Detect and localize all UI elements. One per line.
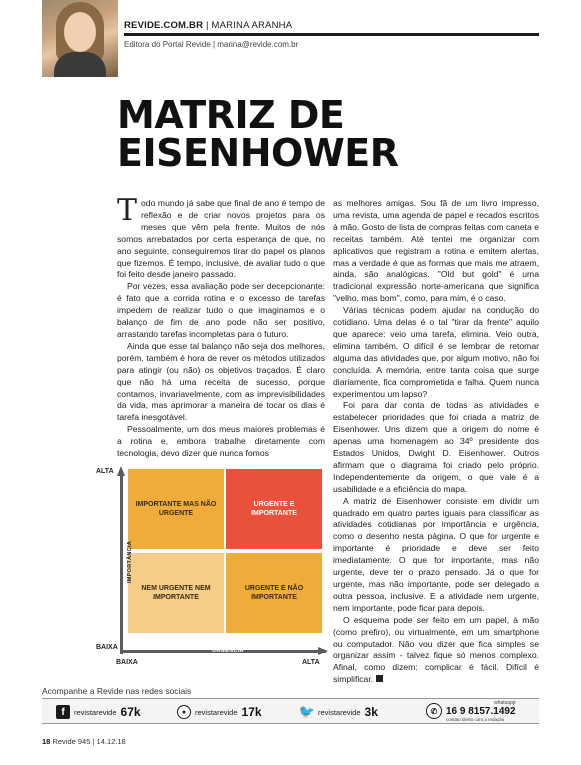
facebook-icon: f [56, 705, 70, 719]
issue-date: 14.12.18 [96, 737, 126, 746]
paragraph: Ainda que esse tal balanço não seja dos melhores, porém, também é hora de rever os métodos utilizados para atingir (ou não) os objetivos traçados. É claro que não há uma receita de sucesso, porque contamos, invariavelmente, com as imprevisibilidades da vida, mas aprimorar a maneira de tocar os dias é tarefa inesgotável. [117, 340, 325, 423]
y-axis-high-label: ALTA [96, 468, 114, 475]
twitter-handle: revistarevide [318, 707, 361, 717]
instagram-handle: revistarevide [195, 707, 238, 717]
arrow-right-icon [318, 647, 328, 655]
x-axis-low-label: BAIXA [116, 659, 138, 666]
social-caption: Acompanhe a Revide nas redes sociais [42, 686, 192, 696]
paragraph: Várias técnicas podem ajudar na condução do cotidiano. Uma delas é o tal "tirar da frente" aquilo que aparece: veio uma tarefa, elimina. Veio outra, elimina também. O difícil é se lembrar de retomar alguma das atividades que, por algum motivo, não foi concluída. A memória, entre tanta coisa que surge diariamente, fica comprometida e falha. Quem nunca experimentou um lapso? [333, 305, 539, 399]
paragraph [117, 193, 325, 281]
instagram-count: 17k [241, 705, 262, 719]
article-column-2 [333, 198, 539, 686]
x-axis-title: URGÊNCIA [212, 648, 244, 654]
whatsapp-link[interactable] [426, 700, 516, 722]
instagram-icon: ● [177, 705, 191, 719]
twitter-count: 3k [364, 705, 378, 719]
quadrant-important-not-urgent: IMPORTANTE MAS NÃO URGENTE [128, 469, 224, 549]
paragraph [333, 615, 539, 686]
header-byline [124, 20, 292, 31]
author-photo [42, 0, 118, 77]
paragraph: A matriz de Eisenhower consiste em dividir um quadrado em quatro partes iguais para classificar as atividades cotidianas por importância e urgência, como o desenho nesta página. O que for urgente e importante é prioridade e deve ser feito imediatamente. O que for importante, mas não urgente, deve ter o prazo pensado. Já o que for urgente, mas não importante, pode ser delegado a outra pessoa, inclusive. E a atividade nem urgente, nem importante, pode ficar para depois. [333, 495, 539, 613]
instagram-link[interactable] [177, 705, 262, 719]
brand-name: REVIDE.COM.BR [124, 20, 204, 31]
y-axis-title: IMPORTÂNCIA [127, 540, 134, 584]
whatsapp-note: contato direto com a redação [446, 717, 505, 722]
facebook-handle: revistarevide [74, 707, 117, 717]
social-bar [42, 698, 539, 724]
article-column-1 [117, 193, 325, 460]
eisenhower-matrix [92, 464, 326, 669]
paragraph: as melhores amigas. Sou fã de um livro impresso, uma revista, uma agenda de papel e recados escritos à mão. Gosto de lista de compras feitas com caneta e receitas também. Até tentei me organizar com aplicativos que registram a rotina e emitem alertas, mas a verdade é que as formas que mais me atraem, ainda, são analógicas. "Old but gold" é uma tradicional expressão norte-americana que significa "velho, mas bom", como, para mim, é o caso. [333, 198, 539, 304]
magazine-issue: Revide 945 [52, 737, 91, 746]
facebook-link[interactable] [56, 705, 141, 719]
paragraph-text: odo mundo já sabe que final de ano é tempo de reflexão e de criar novos projetos para os meses que vêm pela frente. Muitos de nós somos arrebatados por certa esperança de que, no ano seguinte, conseguiremos tirar do papel os planos que fizemos. É tempo, inclusive, de avaliar tudo o que foi feito desde janeiro passado. [117, 198, 325, 280]
y-axis-low-label: BAIXA [96, 644, 118, 651]
paragraph: Por vezes, essa avaliação pode ser decepcionante: é fato que a corrida rotina e o excesso de tarefas impedem de realizar tudo o que imaginamos e o balanço de fim de ano pode não ser positivo, arrastando tarefas incompletas para o futuro. [117, 281, 325, 339]
whatsapp-icon: ✆ [426, 703, 442, 719]
end-mark-icon [376, 675, 383, 682]
byline-separator: | [205, 20, 209, 31]
quadrant-urgent-important: URGENTE E IMPORTANTE [226, 469, 322, 549]
page-folio [42, 737, 126, 746]
author-subtitle: Editora do Portal Revide | marina@revide.com.br [124, 40, 299, 49]
whatsapp-number: 16 9 8157.1492 [446, 706, 516, 717]
drop-cap: T [117, 193, 138, 228]
quadrant-urgent-not-important: URGENTE E NÃO IMPORTANTE [226, 553, 322, 633]
author-name: MARINA ARANHA [211, 20, 293, 31]
quadrant-not-urgent-not-important: NEM URGENTE NEM IMPORTANTE [128, 553, 224, 633]
twitter-link[interactable] [300, 705, 378, 719]
arrow-up-icon [117, 466, 125, 476]
page-number: 18 [42, 737, 51, 746]
paragraph: Pessoalmente, um dos meus maiores problemas é a rotina e, embora trabalhe diretamente com tecnologia, devo dizer que nunca fomos [117, 424, 325, 459]
whatsapp-block [446, 700, 516, 722]
folio-separator: | [92, 737, 95, 746]
facebook-count: 67k [120, 705, 141, 719]
twitter-icon: 🐦 [298, 704, 316, 719]
paragraph-text: O esquema pode ser feito em um papel, à mão (como prefiro), ou virtualmente, em um smartphone ou computador. Não vou dizer que fica simples se organizar assim - talvez fique só menos complexo. Afinal, como dizem: complicar é fácil. Difícil é simplificar. [333, 614, 539, 685]
paragraph: Foi para dar conta de todas as atividades e estabelecer prioridades que foi criada a matriz de Eisenhower. Uns dizem que a origem do nome é apenas uma homenagem ao 34º presidente dos Estados Unidos, Dwight D. Eisenhower. Outros afirmam que o diagrama foi criado pelo próprio. Independentemente da origem, o que vale é a usabilidade e a eficiência do mapa. [333, 400, 539, 494]
x-axis-high-label: ALTA [302, 659, 320, 666]
y-axis [120, 474, 123, 654]
whatsapp-label: whatsapp [494, 700, 516, 706]
article-title: MATRIZ DE EISENHOWER [117, 93, 399, 175]
header-rule [124, 33, 539, 36]
